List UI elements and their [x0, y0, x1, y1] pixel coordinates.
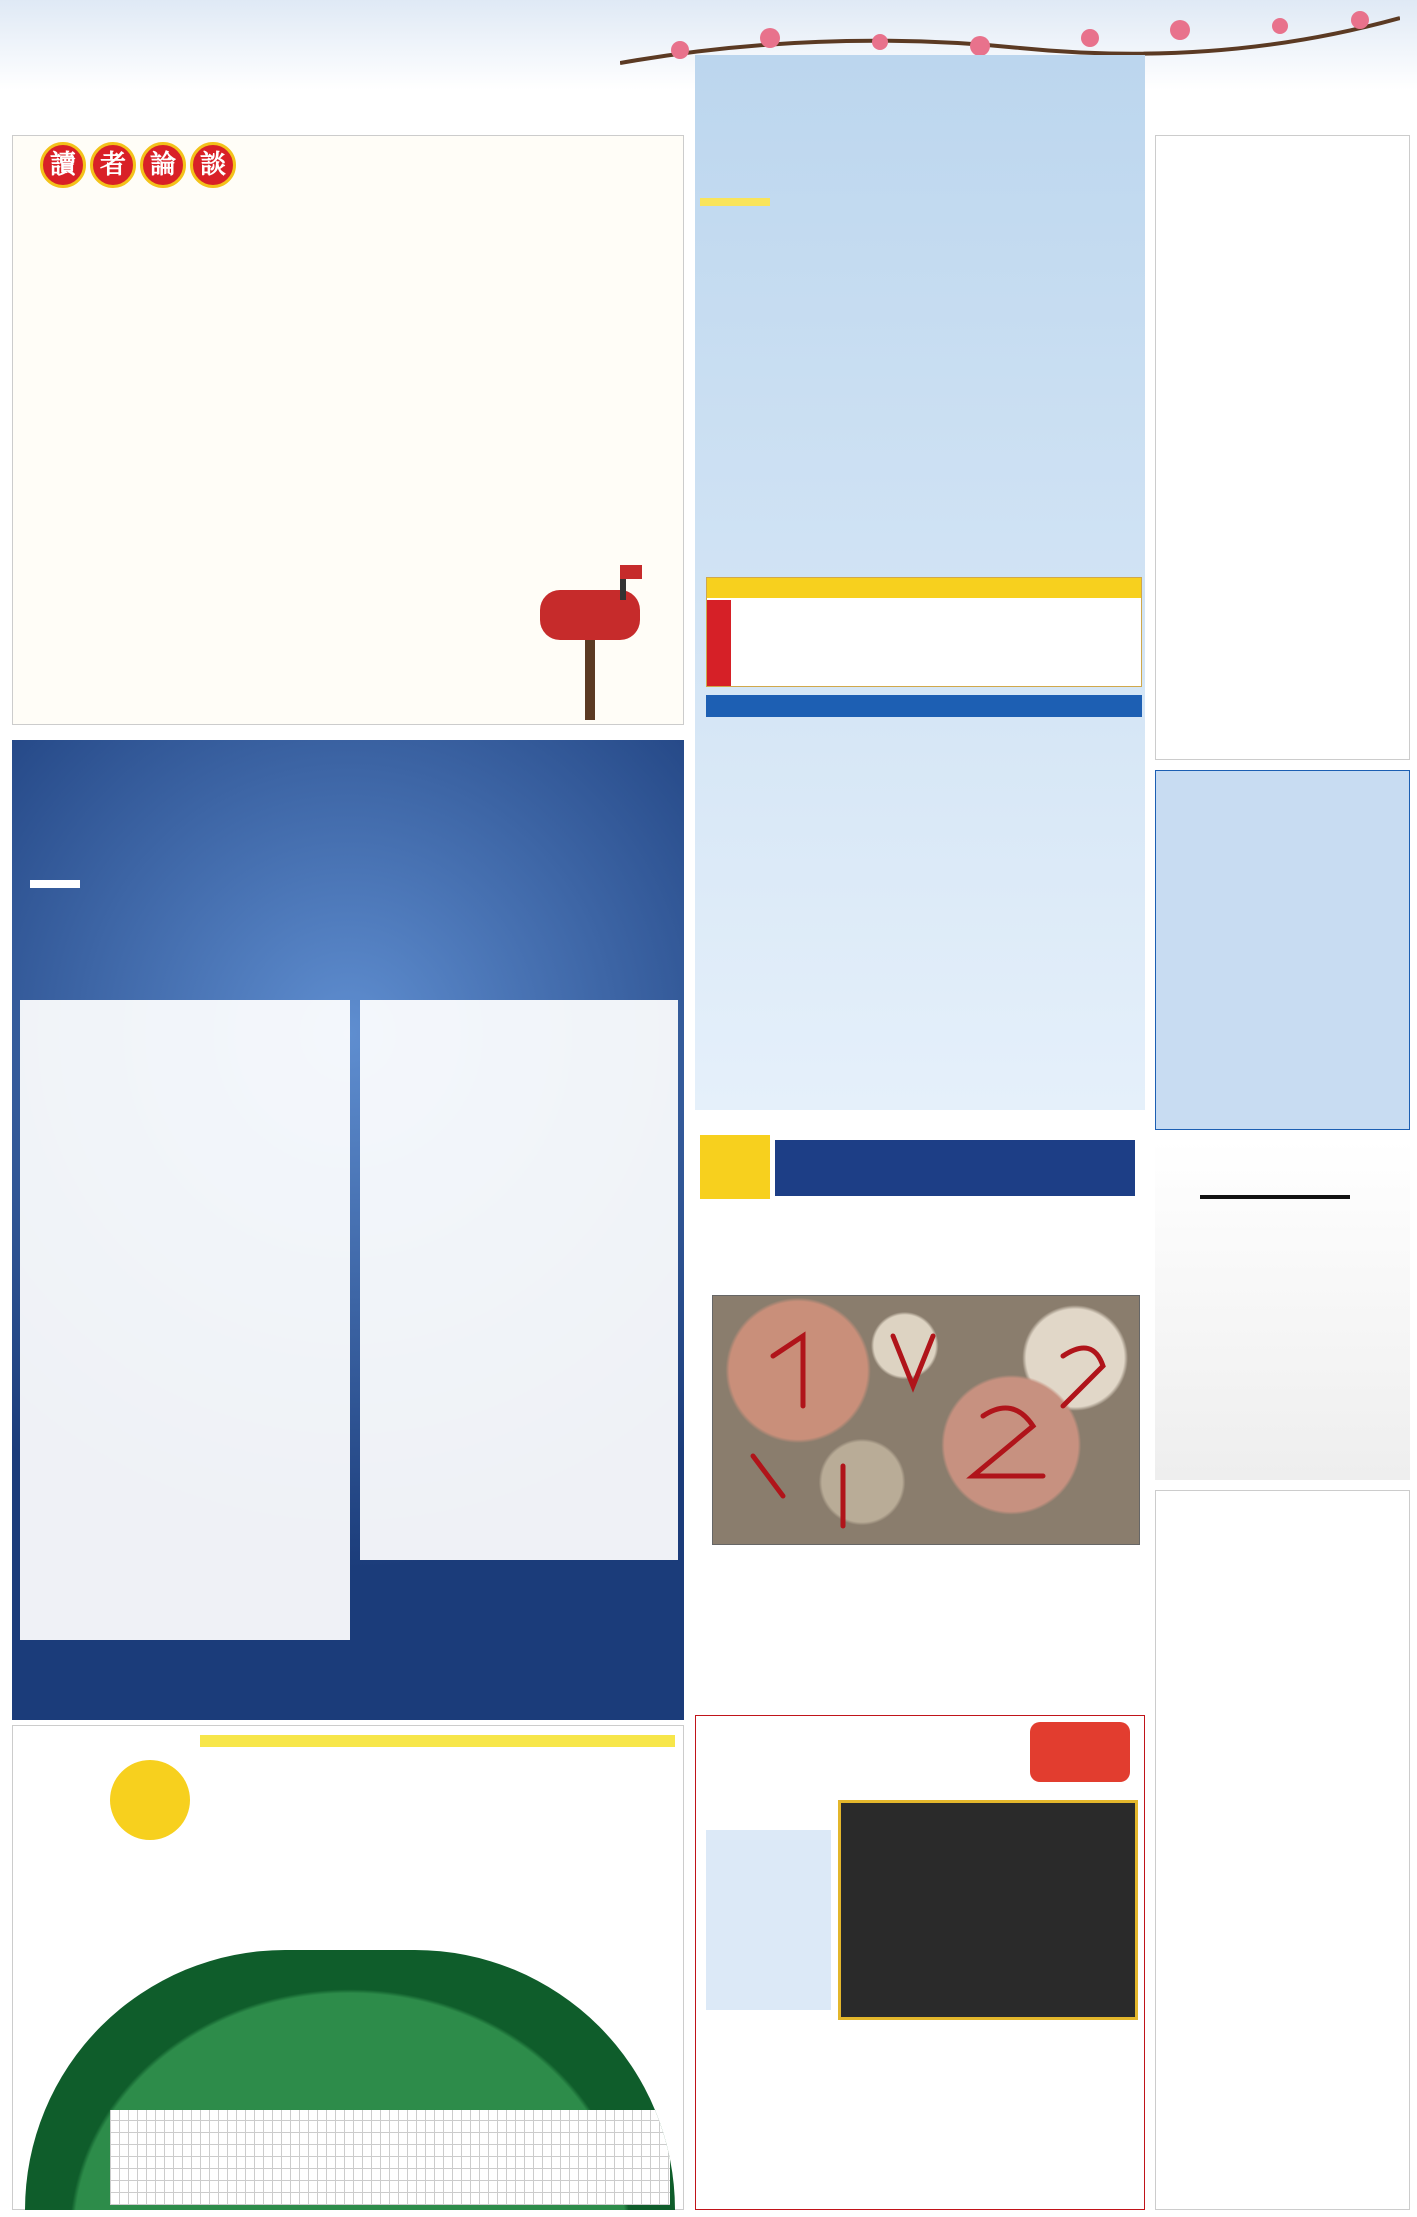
stone-title [775, 1140, 1135, 1196]
stat-table-title [706, 695, 1142, 717]
color-panel [706, 577, 1142, 687]
bold-badge [1030, 1722, 1130, 1782]
wheel-badge [700, 198, 770, 206]
readers-right-column [358, 195, 676, 615]
liuhe-side-title [30, 880, 80, 888]
green-row [735, 658, 1135, 682]
special-badge [110, 1760, 190, 1840]
roulette-wheel [705, 210, 935, 440]
readers-title-char: 讀 [40, 142, 86, 188]
stones-photo [712, 1295, 1140, 1545]
readers-title-char: 者 [90, 142, 136, 188]
readers-title-char: 論 [140, 142, 186, 188]
red-row [735, 602, 1135, 626]
fan-grid [110, 2110, 670, 2205]
color-panel-header [707, 578, 1141, 598]
bold-body [706, 2028, 1136, 2032]
readers-title [40, 142, 240, 188]
proverb-text [1165, 1620, 1403, 2200]
horse-text [1165, 195, 1403, 635]
mailbox-illustration [530, 560, 650, 720]
stone-badge [700, 1135, 770, 1199]
liuhe-text-left [20, 1000, 350, 1640]
readers-left-column [28, 195, 348, 715]
readers-title-char: 談 [190, 142, 236, 188]
zodiac-poem [1195, 1230, 1365, 1430]
special-headline [200, 1735, 675, 1747]
blue-row [735, 630, 1135, 654]
bold-grid [838, 1800, 1138, 2020]
color-side-label [707, 600, 731, 686]
wang-text [1165, 840, 1403, 1060]
bold-legend [706, 1830, 831, 2010]
zodiac-badge [1200, 1195, 1350, 1199]
liuhe-text-right [360, 1000, 678, 1560]
